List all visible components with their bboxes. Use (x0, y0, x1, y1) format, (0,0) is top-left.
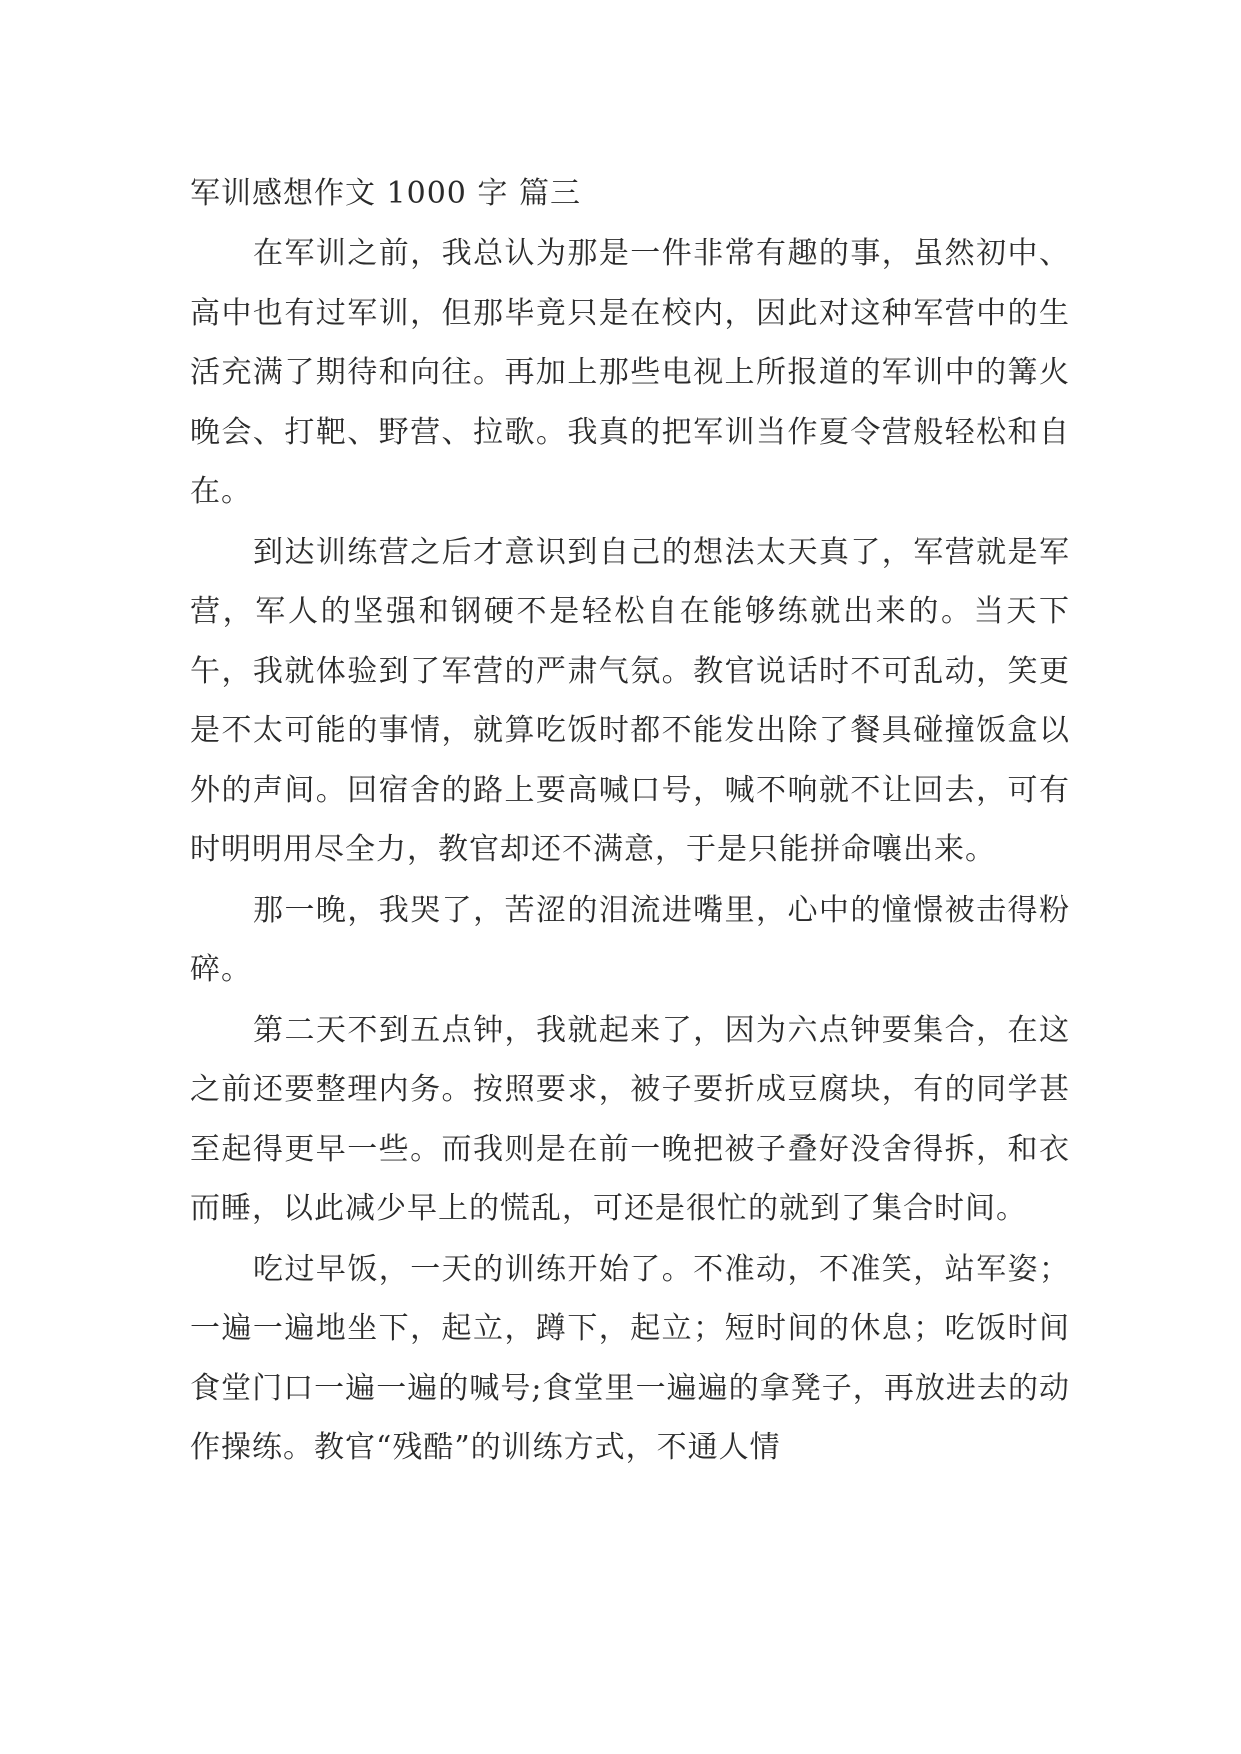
paragraph-5: 吃过早饭，一天的训练开始了。不准动，不准笑，站军姿；一遍一遍地坐下，起立，蹲下，起立；短时间的休息；吃饭时间食堂门口一遍一遍的喊号;食堂里一遍遍的拿凳子，再放进去的动作操练。教官“残酷”的训练方式，不通人情 (190, 1251, 1070, 1465)
paragraph-1: 在军训之前，我总认为那是一件非常有趣的事，虽然初中、高中也有过军训，但那毕竟只是在校内，因此对这种军营中的生活充满了期待和向往。再加上那些电视上所报道的军训中的篝火晚会、打靶、野营、拉歌。我真的把军训当作夏令营般轻松和自在。 (190, 236, 1070, 509)
paragraph-4: 第二天不到五点钟，我就起来了，因为六点钟要集合，在这之前还要整理内务。按照要求，被子要折成豆腐块，有的同学甚至起得更早一些。而我则是在前一晚把被子叠好没舍得拆，和衣而睡，以此减少早上的慌乱，可还是很忙的就到了集合时间。 (190, 1012, 1070, 1226)
paragraph-3: 那一晚，我哭了，苦涩的泪流进嘴里，心中的憧憬被击得粉碎。 (190, 892, 1070, 987)
paragraph-2: 到达训练营之后才意识到自己的想法太天真了，军营就是军营，军人的坚强和钢硬不是轻松自在能够练就出来的。当天下午，我就体验到了军营的严肃气氛。教官说话时不可乱动，笑更是不太可能的事情，就算吃饭时都不能发出除了餐具碰撞饭盒以外的声间。回宿舍的路上要高喊口号，喊不响就不让回去，可有时明明用尽全力，教官却还不满意，于是只能拼命嚷出来。 (190, 534, 1070, 867)
document-page (190, 164, 1070, 1478)
document-title: 军训感想作文 1000 字 篇三 (190, 176, 581, 211)
